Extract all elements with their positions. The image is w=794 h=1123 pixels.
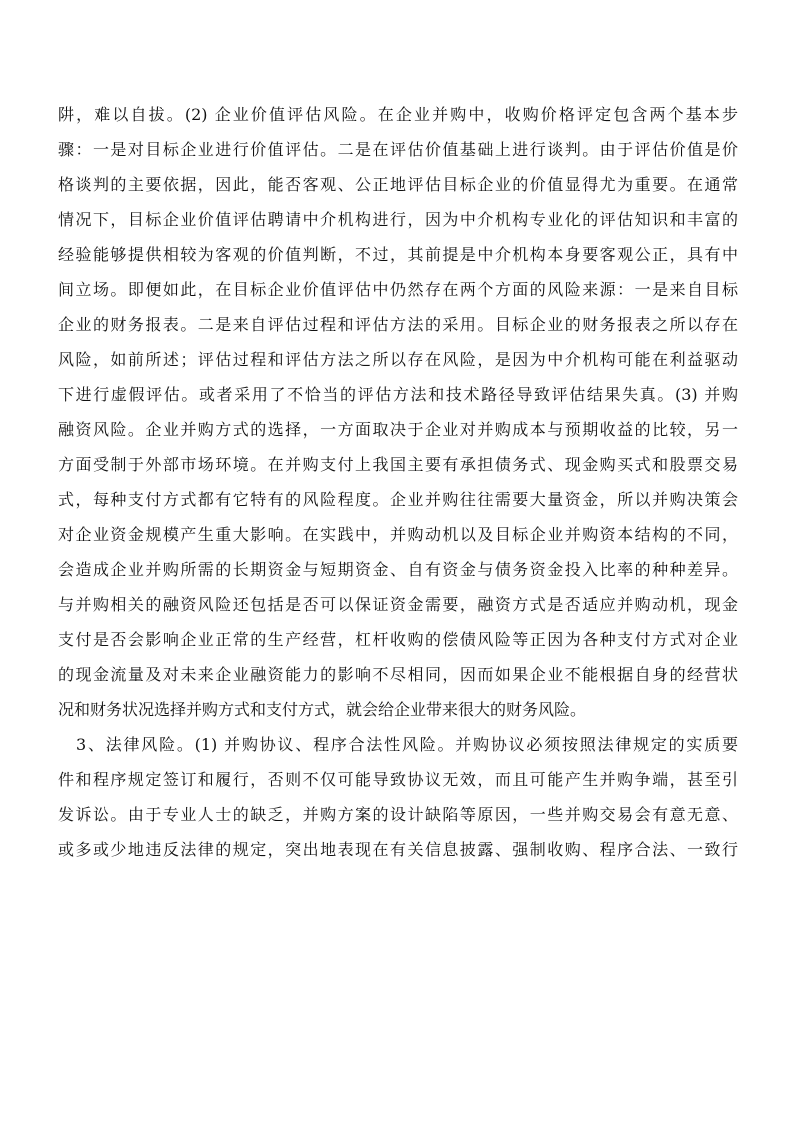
text-line: 骤：一是对目标企业进行价值评估。二是在评估价值基础上进行谈判。由于评估价值是价 — [58, 140, 738, 159]
text-line: 格谈判的主要依据，因此，能否客观、公正地评估目标企业的价值显得尤为重要。在通常 — [58, 175, 738, 194]
text-line: 或多或少地违反法律的规定，突出地表现在有关信息披露、强制收购、程序合法、一致行 — [58, 840, 738, 859]
body-text — [58, 97, 738, 867]
text-line: 阱，难以自拔。(2) 企业价值评估风险。在企业并购中，收购价格评定包含两个基本步 — [58, 105, 738, 124]
text-line: 支付是否会影响企业正常的生产经营，杠杆收购的偿债风险等正因为各种支付方式对企业 — [58, 630, 738, 649]
text-line: 风险，如前所述；评估过程和评估方法之所以存在风险，是因为中介机构可能在利益驱动 — [58, 350, 738, 369]
text-line: 融资风险。企业并购方式的选择，一方面取决于企业对并购成本与预期收益的比较，另一 — [58, 420, 738, 439]
text-line: 下进行虚假评估。或者采用了不恰当的评估方法和技术路径导致评估结果失真。(3) 并购 — [58, 385, 738, 404]
text-line: 况和财务状况选择并购方式和支付方式，就会给企业带来很大的财务风险。 — [58, 700, 587, 719]
text-line: 件和程序规定签订和履行，否则不仅可能导致协议无效，而且可能产生并购争端，甚至引 — [58, 770, 738, 789]
text-line: 方面受制于外部市场环境。在并购支付上我国主要有承担债务式、现金购买式和股票交易 — [58, 455, 738, 474]
text-line: 企业的财务报表。二是来自评估过程和评估方法的采用。目标企业的财务报表之所以存在 — [58, 315, 738, 334]
text-line: 对企业资金规模产生重大影响。在实践中，并购动机以及目标企业并购资本结构的不同， — [58, 525, 738, 544]
text-line: 会造成企业并购所需的长期资金与短期资金、自有资金与债务资金投入比率的种种差异。 — [58, 560, 738, 579]
text-line: 发诉讼。由于专业人士的缺乏，并购方案的设计缺陷等原因，一些并购交易会有意无意、 — [58, 805, 738, 824]
text-line: 间立场。即便如此，在目标企业价值评估中仍然存在两个方面的风险来源：一是来自目标 — [58, 280, 738, 299]
text-line: 情况下，目标企业价值评估聘请中介机构进行，因为中介机构专业化的评估知识和丰富的 — [58, 210, 738, 229]
text-line: 式，每种支付方式都有它特有的风险程度。企业并购往往需要大量资金，所以并购决策会 — [58, 490, 738, 509]
text-line: 3、法律风险。(1) 并购协议、程序合法性风险。并购协议必须按照法律规定的实质要 — [76, 735, 738, 754]
text-line: 经验能够提供相较为客观的价值判断，不过，其前提是中介机构本身要客观公正，具有中 — [58, 245, 738, 264]
text-line: 的现金流量及对未来企业融资能力的影响不尽相同，因而如果企业不能根据自身的经营状 — [58, 665, 738, 684]
text-line: 与并购相关的融资风险还包括是否可以保证资金需要，融资方式是否适应并购动机，现金 — [58, 595, 738, 614]
